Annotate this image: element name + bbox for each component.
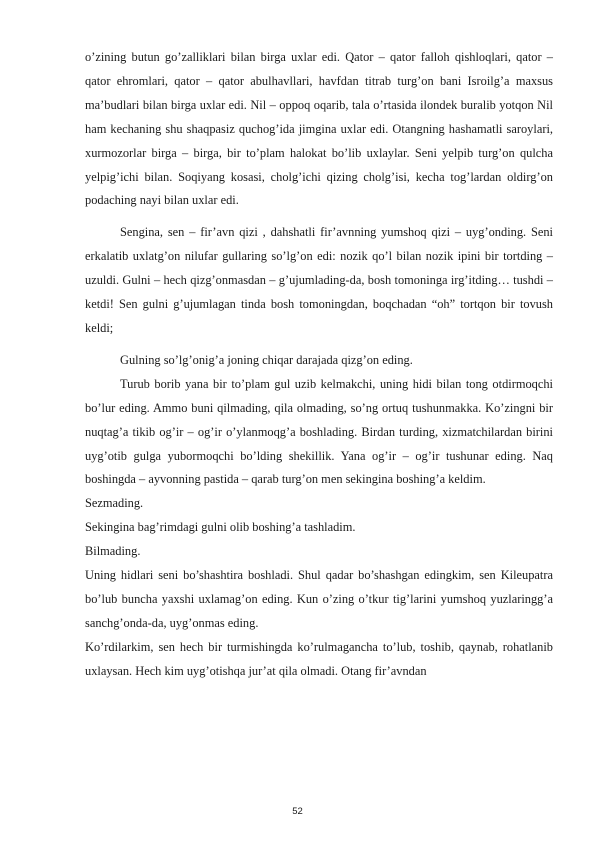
paragraph-8: Uning hidlari seni bo’shashtira boshladi. Shul qadar bo’shashgan edingkim, sen Kileupatra bo’lub buncha yaxshi uxlamag’on eding. Kun o’zing o’tkur tig’larini yumshoq yuzlaringg’a sanchg’onda-da, uyg’onmas eding. bbox=[85, 568, 553, 630]
paragraph-2: Sengina, sen – fir’avn qizi , dahshatli fir’avnning yumshoq qizi – uyg’onding. Seni erkalatib uxlatg’on nilufar gullaring so’lg’on edi: nozik qo’l bilan nozik ipini bir tortding – uzuldi. Gulni – hech qizg’onmasdan – g’ujumlading-da, bosh tomoninga irg’itding… tushdi – ketdi! Sen gulni g’ujumlagan tinda bosh tomoningdan, boqchadan “oh” tortqon bir tovush keldi; bbox=[85, 225, 553, 335]
page-number: 52 bbox=[292, 806, 303, 817]
document-page bbox=[85, 46, 553, 684]
paragraph-6: Sekingina bag’rimdagi gulni olib boshing’a tashladim. bbox=[85, 520, 356, 535]
paragraph-1: o’zining butun go’zalliklari bilan birga uxlar edi. Qator – qator falloh qishloqlari, qator – qator ehromlari, qator – qator abulhavllari, havfdan titrab turg’on bani Isroilg’a maxsus ma’budlari bilan birga uxlar edi. Nil – oppoq oqarib, tala o’rtasida ilondek buralib yotqon Nil ham kechaning shu shaqpasiz quchog’ida jimgina uxlar edi. Otangning hashamatli saroylari, xurmozorlar birga – birga, bir to’plam halokat bo’lib uxlaylar. Seni yelpib turg’on qulcha yelpig’ichi bilan. Soqiyang kosasi, cholg’ichi qizing cholg’isi, kecha tog’lardan oldirg’on podaching nayi bilan uxlar edi. bbox=[85, 50, 553, 208]
paragraph-5: Sezmading. bbox=[85, 496, 144, 511]
paragraph-7: Bilmading. bbox=[85, 544, 141, 559]
paragraph-3: Gulning so’lg’onig’a joning chiqar darajada qizg’on eding. bbox=[120, 352, 413, 367]
paragraph-4: Turub borib yana bir to’plam gul uzib kelmakchi, uning hidi bilan tong otdirmoqchi bo’lur eding. Ammo buni qilmading, qila olmading, so’ng ortuq tushunmakka. Ko’zingni bir nuqtag’a tikib og’ir – og’ir o’ylanmoqg’a boshlading. Birdan turding, xizmatchilardan birini uyg’otib gulga yubormoqchi bo’lding shekillik. Yana og’ir – og’ir tushunar eding. Naq boshingda – ayvonning pastida – qarab turg’on men sekingina boshing’a keldim. bbox=[85, 376, 553, 487]
paragraph-9: Ko’rdilarkim, sen hech bir turmishingda ko’rulmagancha to’lub, toshib, qaynab, rohatlanib uxlaysan. Hech kim uyg’otishqa jur’at qila olmadi. Otang fir’avndan bbox=[85, 639, 553, 678]
